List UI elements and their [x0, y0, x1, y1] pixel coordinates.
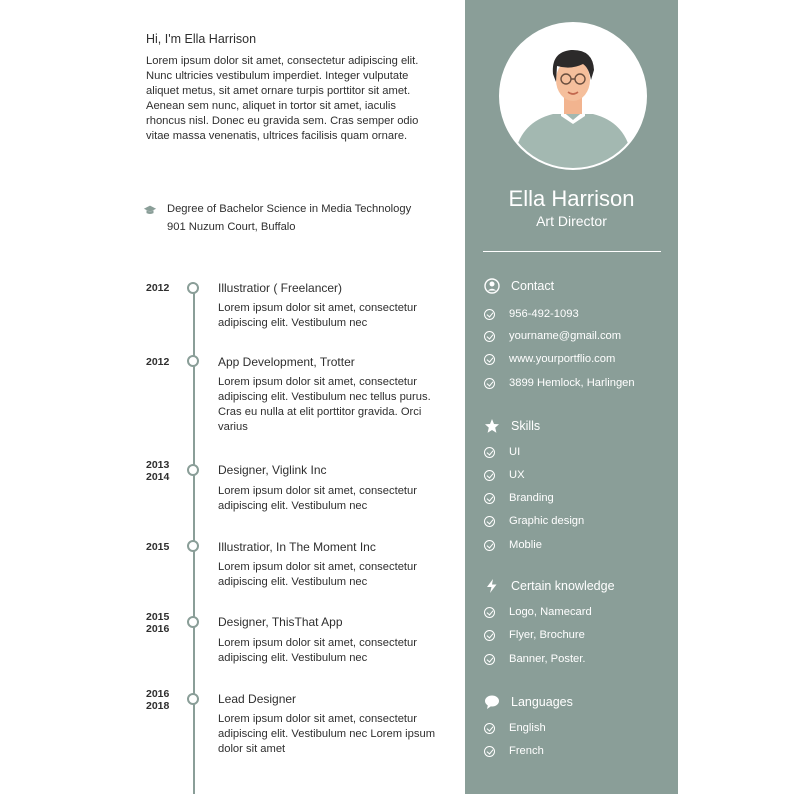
timeline-dot [187, 616, 199, 628]
knowledge-heading-label: Certain knowledge [511, 579, 615, 593]
star-icon [484, 418, 500, 434]
lightning-icon [484, 578, 500, 594]
graduation-cap-icon [143, 203, 157, 217]
check-icon [484, 607, 495, 618]
timeline-title: Designer, Viglink Inc [218, 463, 327, 477]
check-icon [484, 654, 495, 665]
contact-website: www.yourportflio.com [484, 353, 615, 365]
check-icon [484, 723, 495, 734]
check-icon [484, 309, 495, 320]
profile-role: Art Director [536, 213, 607, 229]
timeline-title: Lead Designer [218, 692, 297, 706]
timeline-title: Illustratior, In The Moment Inc [218, 540, 376, 554]
check-icon [484, 516, 495, 527]
intro-heading: Hi, I'm Ella Harrison [146, 32, 257, 46]
timeline-title: Illustratior ( Freelancer) [218, 281, 343, 295]
timeline-description: Lorem ipsum dolor sit amet, consectetur adipiscing elit. Vestibulum nec tellus purus. Cras eu nulla at elit porttitor gravida. Orci varius [218, 376, 431, 433]
timeline-title: Designer, ThisThat App [218, 615, 343, 629]
check-icon [484, 746, 495, 757]
timeline-year: 2015 2016 [146, 611, 170, 635]
timeline-year: 2015 [146, 541, 170, 553]
avatar [499, 22, 647, 170]
knowledge-item: Banner, Poster. [484, 653, 586, 665]
contact-heading [484, 278, 554, 294]
user-icon [484, 278, 500, 294]
skills-heading-label: Skills [511, 419, 541, 433]
languages-heading [484, 694, 573, 710]
timeline-year: 2012 [146, 356, 170, 368]
timeline-dot [187, 282, 199, 294]
check-icon [484, 331, 495, 342]
skill-item: Moblie [484, 539, 542, 551]
education-address: 901 Nuzum Court, Buffalo [167, 221, 296, 233]
speech-bubble-icon [484, 694, 500, 710]
contact-address: 3899 Hemlock, Harlingen [484, 377, 635, 389]
education-degree: Degree of Bachelor Science in Media Technology [167, 203, 412, 215]
check-icon [484, 540, 495, 551]
contact-heading-label: Contact [511, 279, 555, 293]
profile-name: Ella Harrison [508, 186, 635, 211]
check-icon [484, 378, 495, 389]
knowledge-item: Flyer, Brochure [484, 629, 585, 641]
timeline-dot [187, 693, 199, 705]
timeline-description: Lorem ipsum dolor sit amet, consectetur adipiscing elit. Vestibulum nec [218, 302, 417, 329]
timeline-year: 2016 2018 [146, 688, 170, 712]
timeline-description: Lorem ipsum dolor sit amet, consectetur adipiscing elit. Vestibulum nec Lorem ipsum dolor sit amet [218, 713, 436, 755]
language-item: French [484, 745, 544, 757]
timeline-dot [187, 464, 199, 476]
check-icon [484, 447, 495, 458]
check-icon [484, 493, 495, 504]
language-item: English [484, 722, 546, 734]
skill-item: Graphic design [484, 515, 584, 527]
contact-phone: 956-492-1093 [484, 308, 579, 320]
timeline-year: 2012 [146, 282, 170, 294]
timeline-description: Lorem ipsum dolor sit amet, consectetur adipiscing elit. Vestibulum nec [218, 561, 417, 588]
knowledge-heading [484, 578, 615, 594]
timeline-dot [187, 355, 199, 367]
timeline-dot [187, 540, 199, 552]
timeline-title: App Development, Trotter [218, 355, 355, 369]
avatar-illustration [501, 24, 645, 168]
timeline-description: Lorem ipsum dolor sit amet, consectetur adipiscing elit. Vestibulum nec [218, 637, 417, 664]
skills-heading [484, 418, 540, 434]
skill-item: UX [484, 469, 525, 481]
skill-item: Branding [484, 492, 554, 504]
check-icon [484, 354, 495, 365]
timeline-year: 2013 2014 [146, 459, 170, 483]
contact-email: yourname@gmail.com [484, 330, 621, 342]
timeline-description: Lorem ipsum dolor sit amet, consectetur adipiscing elit. Vestibulum nec [218, 485, 417, 512]
check-icon [484, 470, 495, 481]
intro-paragraph: Lorem ipsum dolor sit amet, consectetur adipiscing elit. Nunc ultricies vestibulum imperdiet. Integer vulputate aliquet metus, sit amet ornare turpis porttitor sit amet. Aenean sem nunc, aliquet in tortor sit amet, iaculis rhoncus nisl. Donec eu gravida sem. Cras semper odio vitae massa venenatis, ultrices facilisis quam ornare. [146, 55, 419, 142]
knowledge-item: Logo, Namecard [484, 606, 592, 618]
skill-item: UI [484, 446, 520, 458]
check-icon [484, 630, 495, 641]
divider [483, 251, 661, 252]
languages-heading-label: Languages [511, 695, 573, 709]
